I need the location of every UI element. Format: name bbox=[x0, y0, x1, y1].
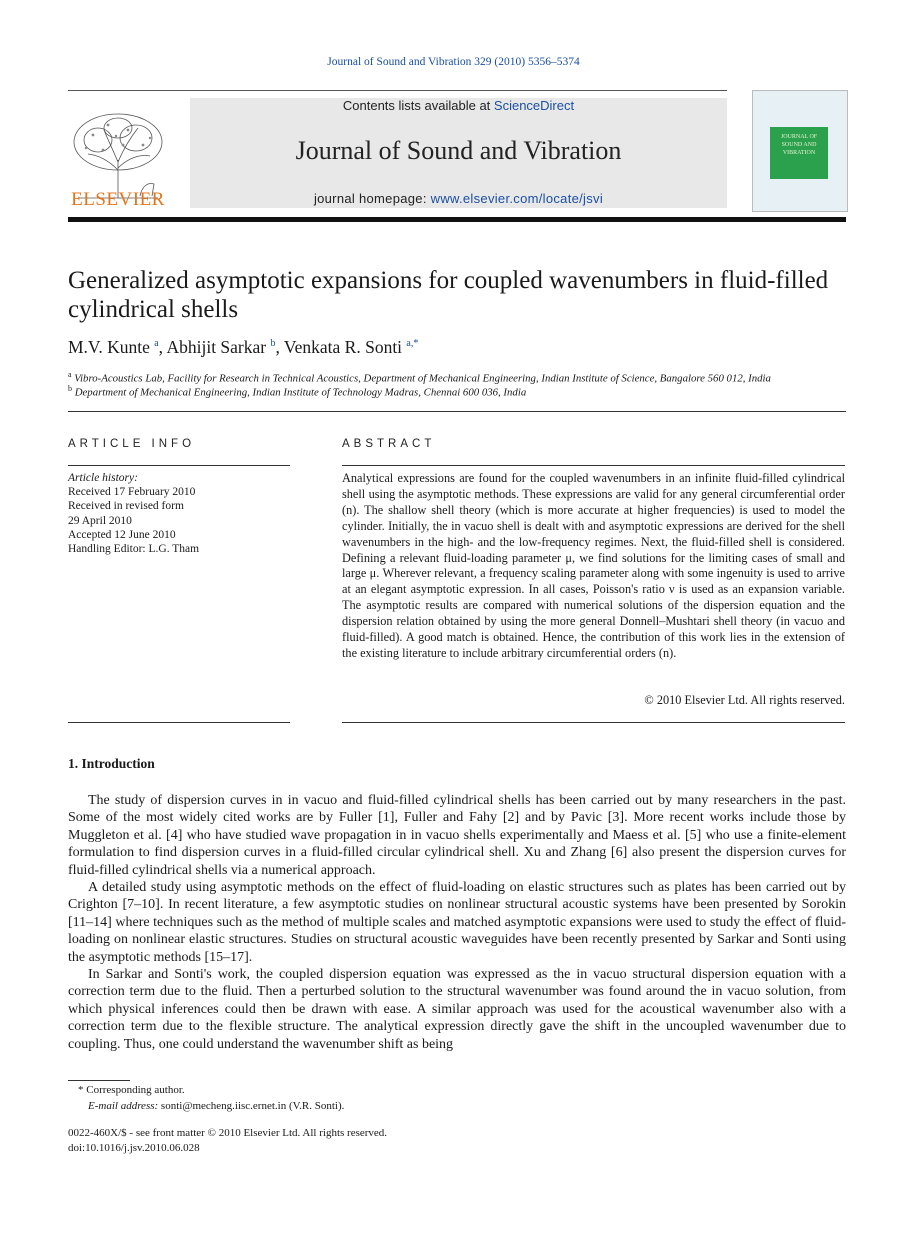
email-label: E-mail address: bbox=[88, 1099, 161, 1112]
sciencedirect-link[interactable]: ScienceDirect bbox=[493, 98, 575, 113]
author-name[interactable]: Venkata R. Sonti bbox=[283, 337, 403, 357]
article-history bbox=[68, 471, 290, 556]
elsevier-wordmark: ELSEVIER bbox=[71, 189, 165, 210]
history-line: Received 17 February 2010 bbox=[68, 486, 196, 499]
divider bbox=[68, 722, 290, 723]
cover-text: JOURNAL OF SOUND AND VIBRATION bbox=[780, 134, 818, 156]
section-heading-introduction: 1. Introduction bbox=[68, 756, 155, 771]
doi-line[interactable]: doi:10.1016/j.jsv.2010.06.028 bbox=[68, 1142, 200, 1154]
author-name[interactable]: M.V. Kunte bbox=[68, 337, 150, 357]
author-list: M.V. Kunte $^a$, Abhijit Sarkar $^b$, Venkata R. Sonti $^{a,*}$ bbox=[68, 337, 419, 357]
abstract-heading: ABSTRACT bbox=[342, 438, 436, 450]
introduction-body bbox=[68, 792, 846, 1053]
article-info-heading: ARTICLE INFO bbox=[68, 438, 196, 450]
journal-citation[interactable]: Journal of Sound and Vibration 329 (2010) 5356–5374 bbox=[327, 56, 580, 68]
history-line: Handling Editor: L.G. Tham bbox=[68, 543, 200, 556]
divider bbox=[342, 722, 845, 723]
contents-prefix: Contents lists available at bbox=[342, 98, 494, 113]
journal-title: Journal of Sound and Vibration bbox=[295, 136, 622, 165]
divider bbox=[342, 465, 845, 466]
issn-line: 0022-460X/$ - see front matter © 2010 Elsevier Ltd. All rights reserved. bbox=[68, 1127, 388, 1139]
journal-cover-thumbnail[interactable] bbox=[752, 90, 848, 212]
abstract-text: Analytical expressions are found for the coupled wavenumbers in an infinite fluid-filled cylindrical shell using the asymptotic methods. These expressions are valid for any general circumferential order (n). The shallow shell theory (which is more accurate at higher frequencies) is used to model the cylinder. Initially, the in vacuo shell is dealt with and asymptotic expressions are derived for the shell wavenumbers in the high- and the low-frequency regimes. Next, the fluid-filled shell is considered. Defining a relevant fluid-loading parameter μ, we find solutions for the limiting cases of small and large μ. Wherever relevant, a frequency scaling parameter along with some ingenuity is used to arrive at an elegant asymptotic expression. In all cases, Poisson's ratio ν is used as an expansion variable. The asymptotic results are compared with numerical solutions of the dispersion equation and the dispersion relation obtained by using the more general Donnell–Mushtari shell theory (in vacuo and fluid-filled). A good match is obtained. Hence, the contribution of this work lies in the extension of the existing literature to include arbitrary circumferential orders (n). bbox=[342, 471, 845, 660]
cover-panel bbox=[770, 127, 828, 179]
author-name[interactable]: Abhijit Sarkar bbox=[166, 337, 267, 357]
homepage-line bbox=[190, 191, 727, 206]
affiliation-mark: a bbox=[68, 370, 72, 379]
paragraph: A detailed study using asymptotic methods on the effect of fluid-loading on elastic structures such as plates has been carried out by Crighton [7–10]. In recent literature, a few asymptotic studies on nonlinear structural acoustic systems have been presented by Sorokin [11–14] where techniques such as the method of multiple scales and matched asymptotic expansions were used to study the effect of fluid-loading on nonlinear elastic structures. Studies on structural acoustic waveguides have been recently presented by Sarkar and Sonti using the asymptotic methods [15–17]. bbox=[68, 880, 846, 965]
author-affil-mark[interactable]: b bbox=[270, 338, 276, 350]
homepage-prefix: journal homepage: bbox=[313, 191, 431, 206]
paragraph: In Sarkar and Sonti's work, the coupled dispersion equation was expressed as the in vacuo structural dispersion equation with a correction term due to the fluid. Then a perturbed solution to the structural wavenumber was found around the in vacuo solution, from which physical inferences could then be drawn with ease. A similar approach was used for the acoustical wavenumber also with a correction term due to the flexible structure. The analytical expression directly gave the shift in the uncoupled wavenumber due to coupling. Thus, one could understand the wavenumber shift as being bbox=[68, 967, 846, 1052]
affiliation-text: Vibro-Acoustics Lab, Facility for Research in Technical Acoustics, Department of Mechanical Engineering, Indian Institute of Science, Bangalore 560 012, India bbox=[74, 372, 771, 385]
header-rule bbox=[68, 90, 727, 91]
footnotes bbox=[68, 1083, 344, 1114]
paragraph: The study of dispersion curves in in vacuo and fluid-filled cylindrical shells has been carried out by many researchers in the past. Some of the most widely cited works are by Fuller [1], Fuller and Fahy [2] and by Pavic [3]. More recent works include those by Muggleton et al. [4] who have studied wave propagation in in vacuo shells experimentally and Maess et al. [5] who use a finite-element formulation to find dispersion curves in a fluid-filled circular cylindrical shell. Xu and Zhang [6] also present the dispersion curves for fluid-filled cylindrical shells via a numerical approach. bbox=[68, 793, 846, 878]
front-matter-info bbox=[68, 1126, 387, 1156]
history-line: Accepted 12 June 2010 bbox=[68, 528, 176, 541]
email-address[interactable]: sonti@mecheng.iisc.ernet.in (V.R. Sonti). bbox=[160, 1099, 345, 1112]
affiliation-mark: b bbox=[68, 384, 72, 393]
email-note bbox=[68, 1099, 344, 1115]
abstract-copyright: © 2010 Elsevier Ltd. All rights reserved. bbox=[644, 693, 845, 707]
history-line: Received in revised form bbox=[68, 500, 184, 513]
footnote-rule bbox=[68, 1080, 130, 1081]
divider bbox=[68, 411, 846, 412]
header-thick-rule bbox=[68, 217, 846, 222]
homepage-link[interactable]: www.elsevier.com/locate/jsvi bbox=[430, 191, 604, 206]
divider bbox=[68, 465, 290, 466]
affiliation-text: Department of Mechanical Engineering, Indian Institute of Technology Madras, Chennai 600 036, India bbox=[74, 386, 527, 399]
corresponding-author-note: * Corresponding author. bbox=[78, 1084, 185, 1096]
history-line: 29 April 2010 bbox=[68, 514, 132, 527]
affiliation bbox=[68, 370, 771, 385]
author-affil-mark[interactable]: a bbox=[154, 338, 159, 350]
affiliation bbox=[68, 384, 526, 399]
history-label: Article history: bbox=[68, 472, 138, 484]
author-affil-mark[interactable]: a,* bbox=[406, 338, 419, 350]
article-title: Generalized asymptotic expansions for coupled wavenumbers in fluid-filled cylindrical shells bbox=[68, 267, 829, 323]
contents-line bbox=[190, 98, 727, 113]
